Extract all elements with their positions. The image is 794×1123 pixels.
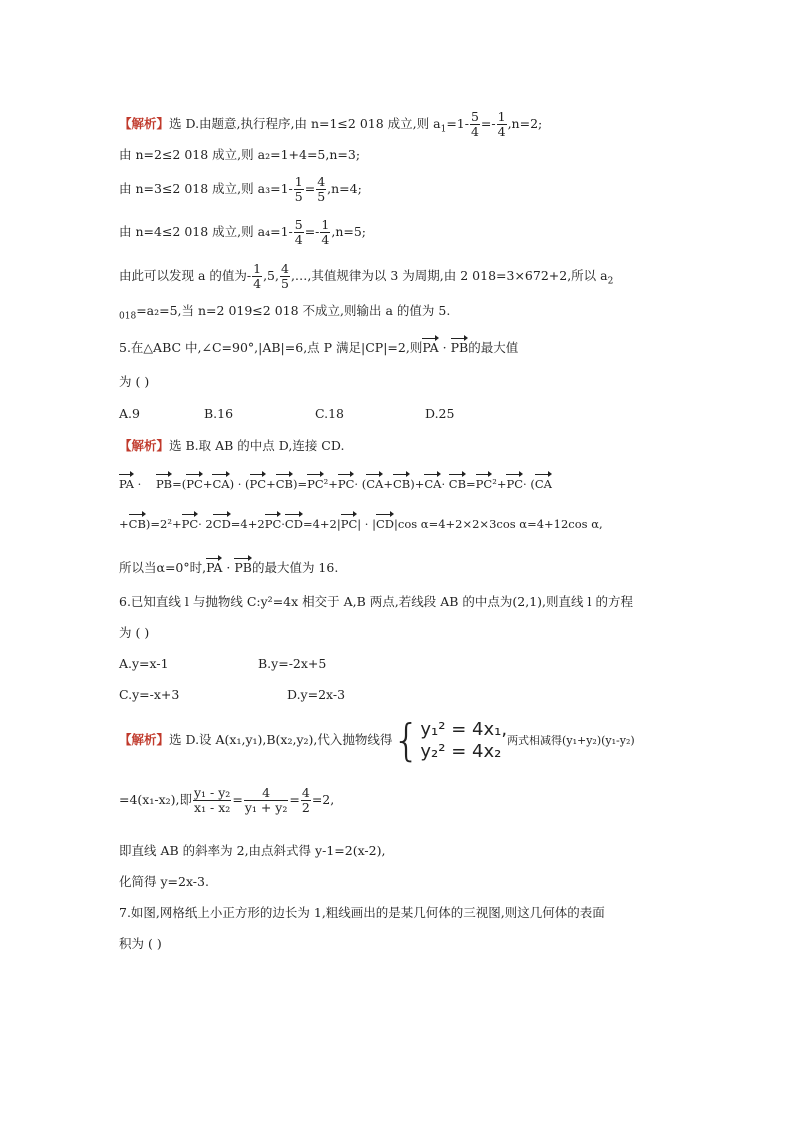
fraction: $\frac{4}{5}$ [317,174,326,204]
fraction: $\frac{1}{4}$ [253,261,262,291]
question-5-option-a: A.9 [119,406,140,421]
answer-6-line-4: 化简得 y=2x-3. [119,874,209,889]
fraction: $\frac{1}{4}$ [321,217,330,247]
vector-pa: PA [422,340,439,355]
answer-5-line-2: PA · PB=(PC+CA) · (PC+CB)=PC²+PC· (CA+CB)+CA· CB=PC²+PC· (CA [119,477,552,491]
question-5-option-c: C.18 [315,406,344,421]
answer-4-line-3: 由 n=3≤2 018 成立,则 a₃=1- $\frac{1}{5}$ = $\frac{4}{5}$ ,n=4; [119,174,362,204]
fraction: $\frac{4}{\text{y₁ + y₂}}$ [244,785,288,815]
question-5-blank: 为 ( ) [119,374,150,389]
answer-4-line-6: $_{018}$=a₂=5,当 n=2 019≤2 018 不成立,则输出 a 的值为 5. [119,303,451,322]
question-6-blank: 为 ( ) [119,625,150,640]
fraction: $\frac{1}{4}$ [497,109,506,139]
analysis-tag: 【解析】 [119,732,170,747]
question-6-option-c: C.y=-x+3 [119,687,180,702]
question-6-stem: 6.已知直线 l 与抛物线 C:y²=4x 相交于 A,B 两点,若线段 AB 的中点为(2,1),则直线 l 的方程 [119,594,633,609]
answer-5-line-4: 所以当α=0°时,PA · PB的最大值为 16. [119,560,339,575]
answer-4-line-4: 由 n=4≤2 018 成立,则 a₄=1- $\frac{5}{4}$ =- $\frac{1}{4}$ ,n=5; [119,217,367,247]
answer-4-line-5: 由此可以发现 a 的值为- $\frac{1}{4}$ ,5, $\frac{4}{5}$ ,…,其值规律为以 3 为周期,由 2 018=3×672+2,所以 $a_2$ [119,261,614,291]
answer-5-line-1: 【解析】选 B.取 AB 的中点 D,连接 CD. [119,438,345,453]
fraction: $\frac{4}{2}$ [301,785,310,815]
vector-pb: PB [450,340,469,355]
question-6-option-b: B.y=-2x+5 [258,656,327,671]
question-6-option-a: A.y=x-1 [119,656,169,671]
fraction: $\frac{5}{4}$ [294,217,303,247]
analysis-tag: 【解析】 [119,116,170,131]
answer-6-line-3: 即直线 AB 的斜率为 2,由点斜式得 y-1=2(x-2), [119,843,386,858]
question-7-stem: 7.如图,网格纸上小正方形的边长为 1,粗线画出的是某几何体的三视图,则这几何体的表面 [119,905,605,920]
question-5-option-d: D.25 [425,406,455,421]
fraction: $\frac{5}{4}$ [470,109,479,139]
question-5-stem: 5.在△ABC 中,∠C=90°,|AB|=6,点 P 满足|CP|=2,则PA · PB的最大值 [119,340,519,355]
question-5-option-b: B.16 [204,406,234,421]
answer-6-line-2: =4(x₁-x₂),即 $\frac{\text{y₁ - y₂}}{\text{x₁ - x₂}}$ = $\frac{4}{\text{y₁ + y₂}}$ = $\frac{4}{2}$ =2, [119,785,335,815]
equation-system: { y₁² = 4x₁, y₂² = 4x₂ [392,714,508,766]
answer-4-line-2: 由 n=2≤2 018 成立,则 a₂=1+4=5,n=3; [119,147,361,162]
fraction: $\frac{\text{y₁ - y₂}}{\text{x₁ - x₂}}$ [194,785,231,815]
fraction: $\frac{1}{5}$ [294,174,303,204]
analysis-tag: 【解析】 [119,438,170,453]
answer-6-line-1: 【解析】选 D.设 A(x₁,y₁),B(x₂,y₂),代入抛物线得{ y₁² = 4x₁, y₂² = 4x₂ 两式相减得(y₁+y₂)(y₁-y₂) [119,714,635,766]
answer-4-line-1: 【解析】选 D.由题意,执行程序,由 n=1≤2 018 成立,则 $a_1=1-$ $\frac{5}{4}$ =- $\frac{1}{4}$ ,n=2; [119,109,543,139]
question-7-blank: 积为 ( ) [119,936,162,951]
fraction: $\frac{4}{5}$ [280,261,289,291]
answer-5-line-3: +CB)=2²+PC· 2CD=4+2PC·CD=4+2|PC| · |CD|cos α=4+2×2×3cos α=4+12cos α, [119,517,603,531]
question-6-option-d: D.y=2x-3 [287,687,346,702]
